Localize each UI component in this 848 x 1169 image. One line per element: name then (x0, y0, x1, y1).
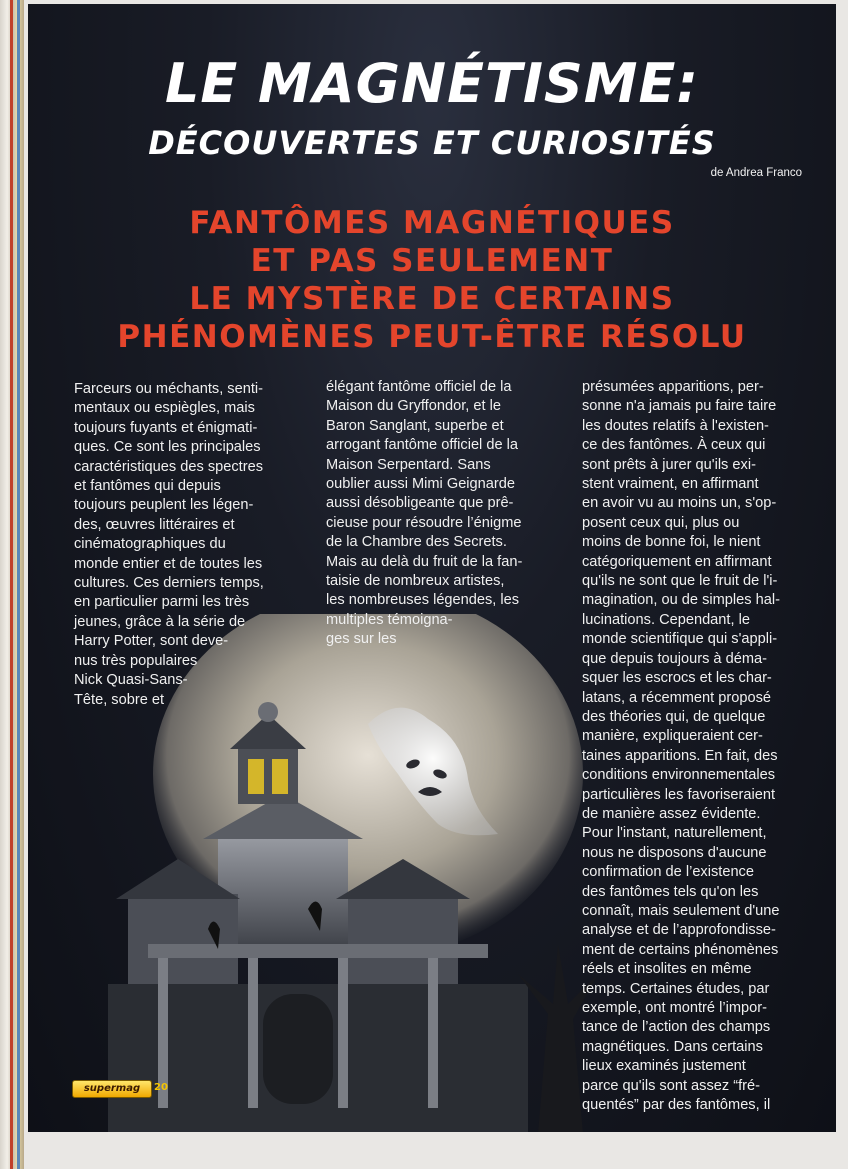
article-line: de la Chambre des Secrets. (326, 534, 507, 551)
article-line: jeunes, grâce à la série de (74, 613, 246, 630)
headline-line: FANTÔMES MAGNÉTIQUES (189, 205, 675, 241)
headline-line: PHÉNOMÈNES PEUT-ÊTRE RÉSOLU (117, 319, 747, 355)
article-line: sont prêts à jurer qu'ils exi- (582, 456, 756, 473)
article-line: toujours fuyants et énigmati- (74, 419, 258, 436)
article-line: parce qu'ils sont assez “fré- (582, 1077, 760, 1094)
article-line: Nick Quasi-Sans- (74, 672, 188, 689)
article-line: réels et insolites en même (582, 961, 752, 978)
article-line: et fantômes qui depuis (74, 478, 221, 495)
article-line: analyse et de l’approfondisse- (582, 922, 776, 939)
page-edge-strip-red (10, 0, 13, 1169)
headline-line: ET PAS SEULEMENT (250, 243, 614, 279)
article-line: confirmation de l’existence (582, 864, 754, 881)
article-column-1 (74, 380, 300, 710)
article-line: des, œuvres littéraires et (74, 516, 235, 533)
article-line: des théories qui, de quelque (582, 708, 766, 725)
article-line: monde scientifique qui s'appli- (582, 631, 778, 648)
article-line: nous ne disposons d'aucune (582, 844, 767, 861)
article-line: mentaux ou espiègles, mais (74, 400, 255, 417)
article-line: tance de l’action des champs (582, 1019, 771, 1036)
article-line: caractéristiques des spectres (74, 458, 263, 475)
article-line: cieuse pour résoudre l’énigme (326, 514, 522, 531)
headline-line: LE MYSTÈRE DE CERTAINS (189, 281, 675, 317)
page-edge-strip-blue (17, 0, 20, 1169)
article-line: Farceurs ou méchants, senti- (74, 381, 263, 397)
article-line: magination, ou de simples hal- (582, 592, 780, 609)
article-line: Maison du Gryffondor, et le (326, 398, 501, 415)
article-line: quentés” par des fantômes, il (582, 1097, 771, 1114)
article-line: monde entier et de toutes les (74, 555, 263, 572)
article-line: taines apparitions. En fait, des (582, 747, 778, 764)
article-line: multiples témoigna- (326, 611, 453, 628)
article-line: exemple, ont montré l’impor- (582, 1000, 767, 1016)
article-line: conditions environnementales (582, 767, 776, 784)
article-line: lieux examinés justement (582, 1058, 746, 1075)
article-line: cultures. Ces derniers temps, (74, 575, 264, 592)
article-line: qu'ils ne sont que le fruit de l'i- (582, 573, 778, 590)
page-title: LE MAGNÉTISME: (164, 52, 700, 115)
article-line: lucinations. Cependant, le (582, 611, 750, 628)
article-line: moins de bonne foi, le nient (582, 534, 761, 551)
article-line: en avoir vu au moins un, s'op- (582, 495, 777, 512)
article-line: les nombreuses légendes, les (326, 592, 520, 609)
article-line: des fantômes tels qu'on les (582, 883, 759, 900)
article-line: les doutes relatifs à l'existen- (582, 417, 769, 434)
article-line: de manière assez évidente. (582, 805, 761, 822)
article-line: cinématographiques du (74, 536, 226, 553)
page-number: 20 (154, 1082, 168, 1093)
article-line: en particulier parmi les très (74, 594, 250, 611)
article-line: aussi désobligeante que prê- (326, 495, 514, 512)
article-line: Mais au delà du fruit de la fan- (326, 553, 523, 570)
article-line: ques. Ce sont les principales (74, 439, 261, 456)
article-line: Pour l'instant, naturellement, (582, 825, 767, 842)
article-column-2 (326, 378, 556, 650)
article-line: magnétiques. Dans certains (582, 1038, 763, 1055)
article-line: taisie de nombreux artistes, (326, 573, 505, 590)
article-line: catégoriquement en affirmant (582, 553, 772, 570)
article-line: Harry Potter, sont deve- (74, 633, 229, 650)
supermag-logo: supermag (72, 1080, 152, 1098)
article-line: ges sur les (326, 631, 397, 648)
magazine-page (28, 4, 836, 1132)
article-line: ce des fantômes. À ceux qui (582, 437, 766, 454)
article-line: Baron Sanglant, superbe et (326, 417, 504, 434)
article-line: oublier aussi Mimi Geignarde (326, 476, 515, 493)
article-line: toujours peuplent les légen- (74, 497, 254, 514)
article-line: latans, a récemment proposé (582, 689, 772, 706)
article-line: ment de certains phénomènes (582, 941, 779, 958)
article-line: stent vraiment, en affirmant (582, 476, 759, 493)
article-line: manière, expliqueraient cer- (582, 728, 763, 745)
article-line: connaît, mais seulement d'une (582, 902, 780, 919)
article-line: temps. Certaines études, par (582, 980, 770, 997)
article-line: arrogant fantôme officiel de la (326, 437, 518, 454)
article-line: nus très populaires (74, 652, 198, 669)
article-line: squer les escrocs et les char- (582, 670, 772, 687)
article-column-3 (582, 378, 818, 1115)
article-line: élégant fantôme officiel de la (326, 379, 512, 395)
author-byline: de Andrea Franco (710, 167, 802, 179)
article-line: particulières les favoriseraient (582, 786, 776, 803)
article-line: présumées apparitions, per- (582, 379, 764, 395)
article-headline (28, 204, 836, 356)
article-line: Maison Serpentard. Sans (326, 456, 491, 473)
article-line: que depuis toujours à déma- (582, 650, 767, 667)
article-line: sonne n'a jamais pu faire taire (582, 398, 777, 415)
page-subtitle: DÉCOUVERTES ET CURIOSITÉS (148, 124, 716, 162)
article-line: Tête, sobre et (74, 691, 165, 708)
article-line: posent ceux qui, plus ou (582, 514, 740, 531)
